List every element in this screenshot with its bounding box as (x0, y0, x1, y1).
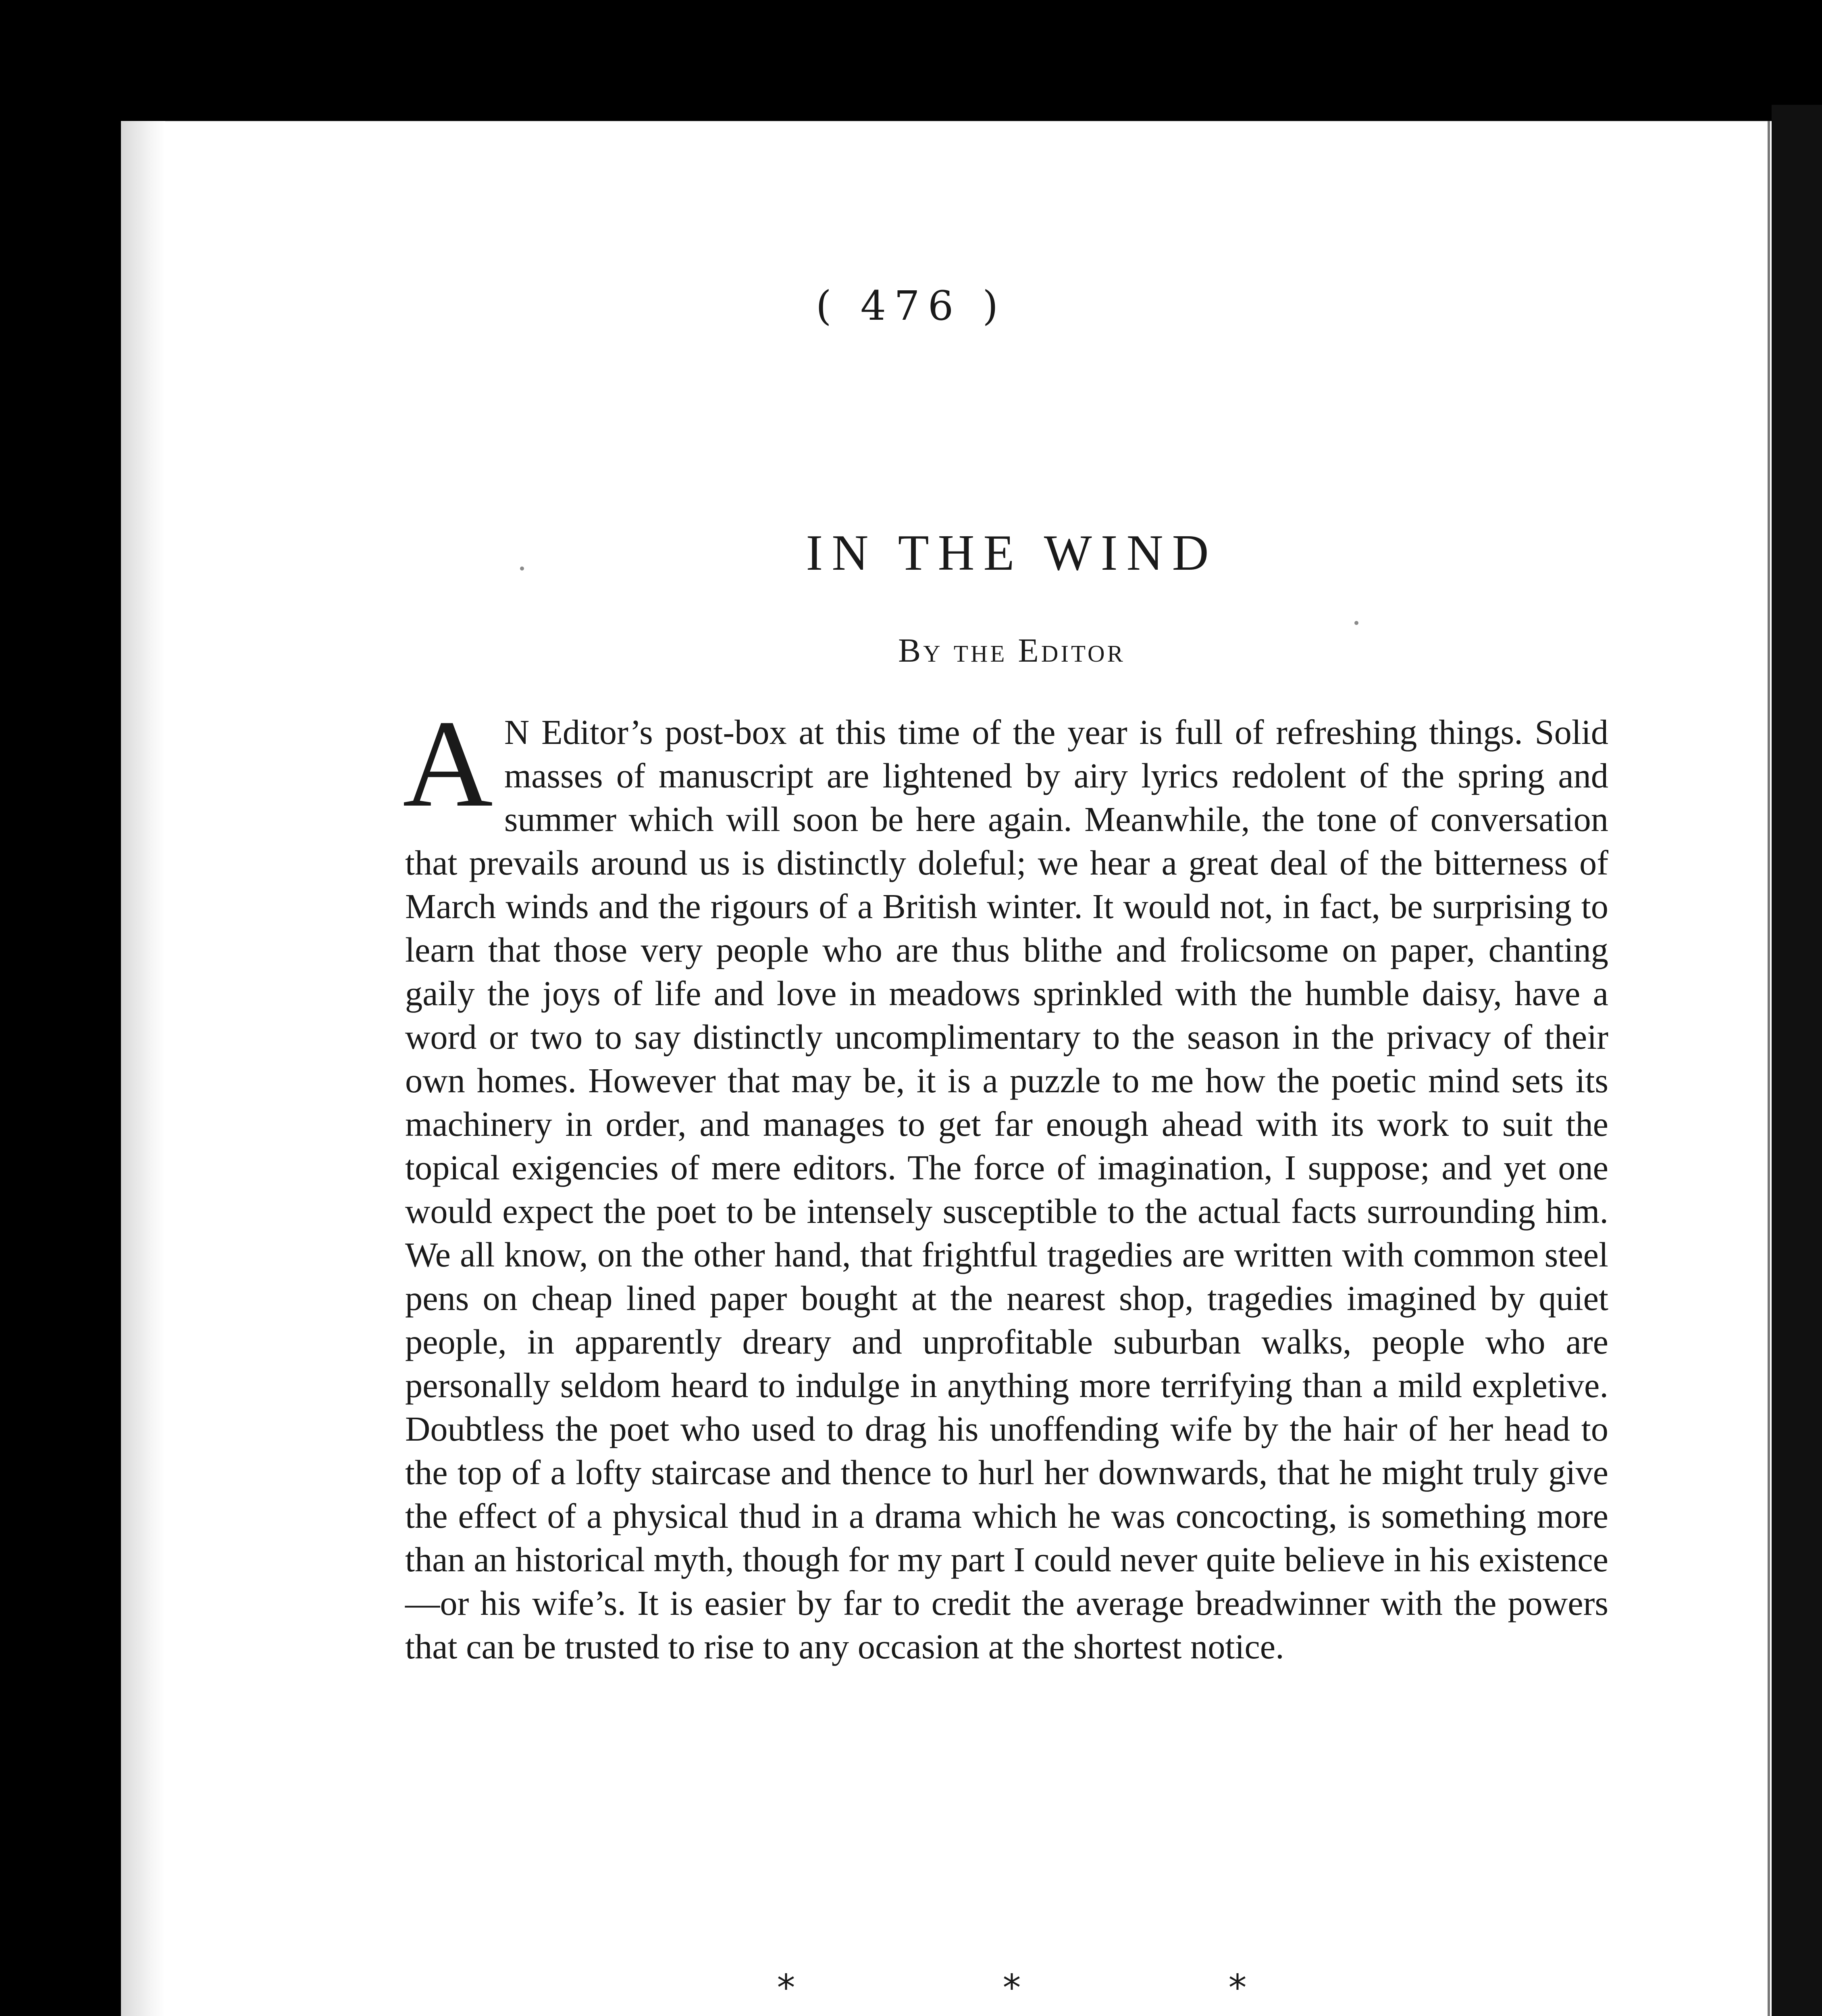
article-byline: By the Editor (898, 632, 1125, 669)
separator-star: * (777, 1966, 795, 2009)
separator-star: * (1228, 1966, 1247, 2009)
next-page-edge-line (1768, 121, 1770, 2016)
section-separator (766, 1964, 1258, 2012)
paragraph-1-text: N Editor’s post-box at this time of the year is full of refreshing things. Solid masses of manuscript are lightened by airy lyrics redolent of the spring and summer which will soon be here again. Meanwhile, the tone of conversation that prevails around us is distinctly doleful; we hear a great deal of the bitterness of March winds and the rigours of a British winter. It would not, in fact, be surprising to learn that those very people who are thus blithe and frolicsome on paper, chanting gaily the joys of life and love in meadows sprinkled with the humble daisy, have a word or two to say distinctly uncomplimentary to the season in the privacy of their own homes. However that may be, it is a puzzle to me how the poetic mind sets its machinery in order, and manages to get far enough ahead with its work to suit the topical exigencies of mere editors. The force of imagination, I suppose; and yet one would expect the poet to be intensely susceptible to the actual facts surrounding him. We all know, on the other hand, that frightful tragedies are written with common steel pens on cheap lined paper bought at the nearest shop, tragedies imagined by quiet people, in apparently dreary and unprofitable suburban walks, people who are personally seldom heard to indulge in anything more terrifying than a mild expletive. Doubtless the poet who used to drag his unoffending wife by the hair of her head to the top of a lofty staircase and thence to hurl her downwards, that he might truly give the effect of a physical thud in a drama which he was concocting, is something more than an historical myth, though for my part I could never quite believe in his existence—or his wife’s. It is easier by far to credit the average breadwinner with the powers that can be trusted to rise to any occasion at the shortest notice. (405, 713, 1608, 1666)
page-number: ( 476 ) (815, 282, 1007, 329)
article-title: IN THE WIND (806, 525, 1218, 581)
paper-speck (520, 566, 524, 571)
next-page-edge (1772, 105, 1822, 2016)
article-paragraph-1 (403, 695, 1608, 1668)
drop-cap: A (403, 695, 493, 833)
page-gutter-shadow (121, 121, 165, 2016)
separator-star: * (1003, 1966, 1021, 2009)
paper-speck (1354, 621, 1358, 625)
